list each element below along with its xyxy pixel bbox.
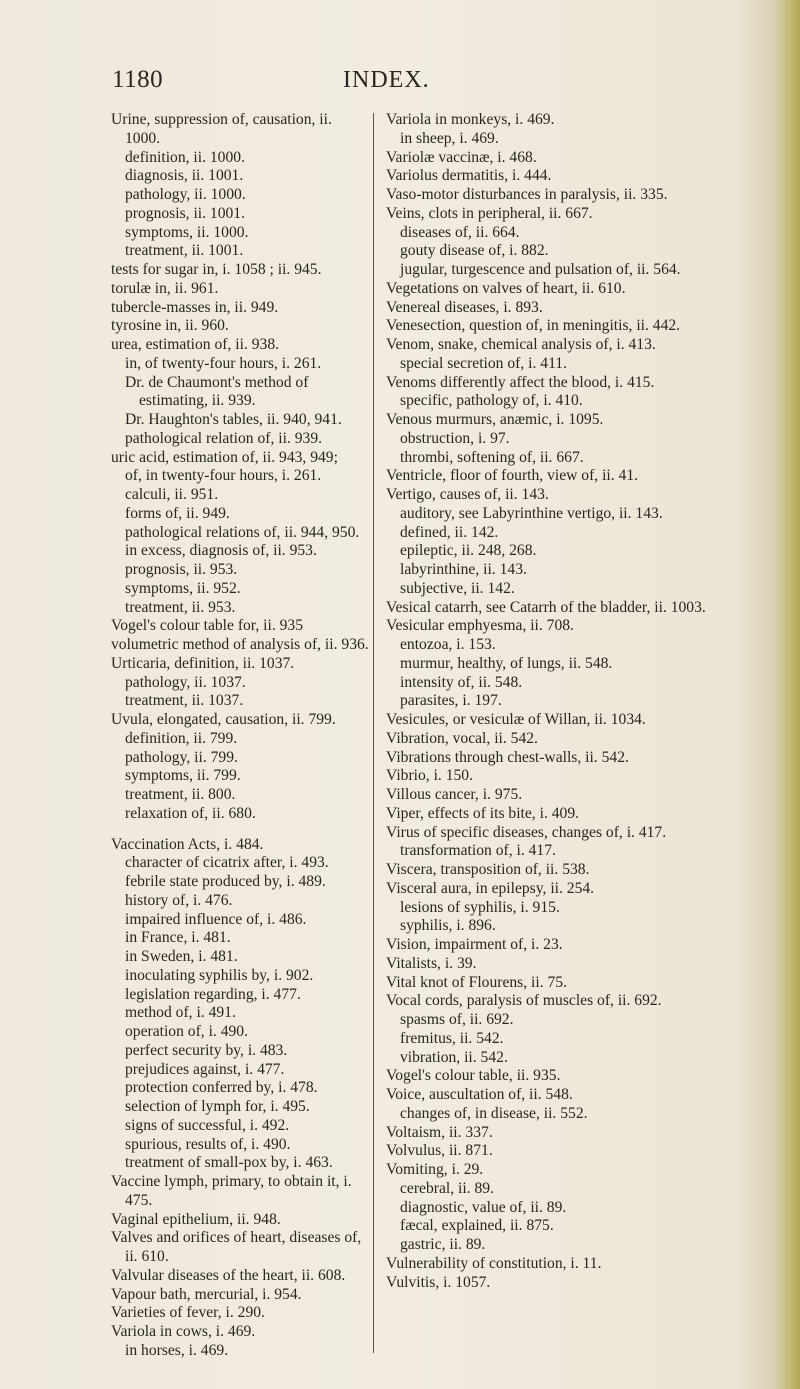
index-subentry: calculi, ii. 951. — [125, 486, 219, 503]
index-entry: Urine, suppression of, causation, ii. 1000. — [111, 111, 332, 147]
index-entry: volumetric method of analysis of, ii. 936. — [111, 636, 369, 653]
index-subentry: specific, pathology of, i. 410. — [400, 392, 583, 410]
index-entry: tests for sugar in, i. 1058 ; ii. 945. — [111, 261, 322, 278]
index-entry: Vaccination Acts, i. 484. — [111, 835, 264, 853]
index-entry: Vision, impairment of, i. 23. — [386, 936, 563, 953]
index-subentry: symptoms, ii. 1000. — [125, 223, 249, 241]
index-column-right — [386, 111, 760, 1292]
index-subentry: character of cicatrix after, i. 493. — [125, 854, 329, 872]
index-entry: Vogel's colour table, ii. 935. — [386, 1067, 561, 1085]
page-number: 1180 — [112, 66, 164, 93]
index-subentry: jugular, turgescence and pulsation of, ii. 564. — [400, 261, 681, 278]
index-entry: Vaso-motor disturbances in paralysis, ii. 335. — [386, 186, 668, 203]
index-subentry: symptoms, ii. 799. — [125, 767, 241, 785]
index-entry: Variola in monkeys, i. 469. — [386, 111, 555, 128]
index-subentry: defined, ii. 142. — [400, 523, 499, 541]
index-entry: Vibrations through chest-walls, ii. 542. — [386, 748, 629, 766]
index-entry: Urticaria, definition, ii. 1037. — [111, 654, 295, 672]
index-subentry: thrombi, softening of, ii. 667. — [400, 448, 584, 466]
index-entry: Valves and orifices of heart, diseases of, ii. 610. — [111, 1229, 362, 1265]
index-subentry: prognosis, ii. 953. — [125, 561, 238, 578]
index-subentry: diagnosis, ii. 1001. — [125, 167, 244, 185]
index-subentry: in France, i. 481. — [125, 929, 231, 947]
index-subentry: in horses, i. 469. — [125, 1341, 229, 1359]
index-entry: Vapour bath, mercurial, i. 954. — [111, 1285, 302, 1303]
index-subentry: transformation of, i. 417. — [400, 842, 556, 860]
index-subentry: inoculating syphilis by, i. 902. — [125, 966, 314, 984]
index-entry: Vesicular emphyesma, ii. 708. — [386, 617, 574, 635]
index-entry: tubercle-masses in, ii. 949. — [111, 298, 279, 316]
index-entry: Variola in cows, i. 469. — [111, 1323, 256, 1340]
index-subentry: signs of successful, i. 492. — [125, 1116, 290, 1134]
index-entry: Voice, auscultation of, ii. 548. — [386, 1086, 573, 1103]
index-entry: Vibration, vocal, ii. 542. — [386, 729, 538, 747]
index-subentry: subjective, ii. 142. — [400, 579, 515, 597]
index-entry: Venous murmurs, anæmic, i. 1095. — [386, 411, 604, 428]
index-subentry: definition, ii. 799. — [125, 729, 238, 747]
index-entry: Valvular diseases of the heart, ii. 608. — [111, 1266, 346, 1284]
index-subentry: vibration, ii. 542. — [400, 1048, 508, 1066]
index-subentry: auditory, see Labyrinthine vertigo, ii. 143. — [400, 504, 663, 522]
index-subentry: special secretion of, i. 411. — [400, 354, 568, 372]
index-entry: Venesection, question of, in meningitis, ii. 442. — [386, 317, 681, 335]
index-subentry: lesions of syphilis, i. 915. — [400, 898, 560, 916]
index-column-left — [111, 111, 369, 1361]
index-subentry: method of, i. 491. — [125, 1004, 236, 1022]
page-header — [0, 66, 800, 96]
index-entry: Veins, clots in peripheral, ii. 667. — [386, 204, 593, 222]
index-entry: Vegetations on valves of heart, ii. 610. — [386, 279, 626, 297]
index-subentry: in sheep, i. 469. — [400, 129, 499, 147]
index-subentry: murmur, healthy, of lungs, ii. 548. — [400, 654, 613, 672]
index-subentry: parasites, i. 197. — [400, 692, 502, 710]
index-entry: Ventricle, floor of fourth, view of, ii. 41. — [386, 467, 639, 485]
index-subentry: Dr. Haughton's tables, ii. 940, 941. — [125, 411, 342, 428]
index-entry: urea, estimation of, ii. 938. — [111, 336, 280, 353]
index-subentry: forms of, ii. 949. — [125, 504, 230, 522]
index-subentry: pathology, ii. 1037. — [125, 673, 246, 691]
index-subentry: syphilis, i. 896. — [400, 917, 496, 935]
index-entry: Uvula, elongated, causation, ii. 799. — [111, 711, 336, 728]
index-subentry: cerebral, ii. 89. — [400, 1179, 494, 1197]
index-subentry: spasms of, ii. 692. — [400, 1011, 514, 1028]
index-subentry: symptoms, ii. 952. — [125, 579, 241, 597]
index-subentry: history of, i. 476. — [125, 891, 233, 909]
index-entry: Viscera, transposition of, ii. 538. — [386, 861, 590, 878]
index-subentry: spurious, results of, i. 490. — [125, 1135, 291, 1153]
index-entry: Vocal cords, paralysis of muscles of, ii. 692. — [386, 992, 662, 1010]
index-subentry: prognosis, ii. 1001. — [125, 204, 245, 222]
index-entry: Vogel's colour table for, ii. 935 — [111, 617, 304, 635]
index-entry: Vibrio, i. 150. — [386, 767, 473, 785]
index-entry: tyrosine in, ii. 960. — [111, 317, 229, 335]
index-entry: Vomiting, i. 29. — [386, 1161, 484, 1178]
index-entry: Visceral aura, in epilepsy, ii. 254. — [386, 879, 595, 897]
index-entry: Variolus dermatitis, i. 444. — [386, 167, 552, 185]
index-subentry: labyrinthine, ii. 143. — [400, 561, 527, 578]
index-entry: Vulnerability of constitution, i. 11. — [386, 1254, 602, 1272]
index-subentry: treatment, ii. 953. — [125, 598, 236, 616]
index-entry: torulæ in, ii. 961. — [111, 279, 219, 297]
index-subentry: protection conferred by, i. 478. — [125, 1079, 318, 1097]
index-subentry: in excess, diagnosis of, ii. 953. — [125, 542, 317, 560]
index-entry: Villous cancer, i. 975. — [386, 786, 523, 803]
index-entry: uric acid, estimation of, ii. 943, 949; — [111, 448, 338, 466]
index-subentry: entozoa, i. 153. — [400, 636, 496, 653]
index-subentry: diagnostic, value of, ii. 89. — [400, 1198, 567, 1216]
index-entry: Vitalists, i. 39. — [386, 954, 477, 972]
index-entry: Varieties of fever, i. 290. — [111, 1304, 265, 1322]
index-entry: Viper, effects of its bite, i. 409. — [386, 804, 580, 822]
index-entry: Vulvitis, i. 1057. — [386, 1273, 491, 1291]
index-subentry: febrile state produced by, i. 489. — [125, 873, 326, 890]
index-subentry: relaxation of, ii. 680. — [125, 804, 256, 822]
index-subentry: perfect security by, i. 483. — [125, 1041, 288, 1059]
index-entry: Venom, snake, chemical analysis of, i. 413. — [386, 336, 656, 353]
index-subentry: intensity of, ii. 548. — [400, 673, 523, 691]
index-entry: Variolæ vaccinæ, i. 468. — [386, 148, 537, 166]
index-subentry: of, in twenty-four hours, i. 261. — [125, 467, 322, 485]
index-entry: Vesicules, or vesiculæ of Willan, ii. 1034. — [386, 711, 646, 728]
index-entry: Vital knot of Flourens, ii. 75. — [386, 973, 567, 991]
index-subentry: fæcal, explained, ii. 875. — [400, 1217, 554, 1235]
index-subentry: obstruction, i. 97. — [400, 429, 510, 447]
index-subentry: in, of twenty-four hours, i. 261. — [125, 354, 322, 372]
index-subentry: fremitus, ii. 542. — [400, 1029, 504, 1047]
index-entry: Vaginal epithelium, ii. 948. — [111, 1210, 281, 1228]
index-entry: Venereal diseases, i. 893. — [386, 298, 543, 316]
index-subentry: pathology, ii. 1000. — [125, 186, 246, 203]
index-subentry: gouty disease of, i. 882. — [400, 242, 549, 260]
index-entry: Vaccine lymph, primary, to obtain it, i. 475. — [111, 1173, 352, 1209]
index-subentry: pathological relation of, ii. 939. — [125, 429, 323, 447]
index-entry: Virus of specific diseases, changes of, i. 417. — [386, 823, 667, 841]
index-subentry: operation of, i. 490. — [125, 1023, 248, 1040]
index-subentry: gastric, ii. 89. — [400, 1236, 486, 1253]
index-entry: Vertigo, causes of, ii. 143. — [386, 486, 549, 503]
index-subentry: selection of lymph for, i. 495. — [125, 1098, 310, 1115]
index-subentry: treatment of small-pox by, i. 463. — [125, 1154, 333, 1172]
running-title: INDEX. — [343, 67, 430, 93]
index-subentry: prejudices against, i. 477. — [125, 1060, 285, 1078]
index-entry: Venoms differently affect the blood, i. 415. — [386, 373, 655, 391]
index-subentry: definition, ii. 1000. — [125, 148, 245, 166]
index-subentry: epileptic, ii. 248, 268. — [400, 542, 537, 560]
page-edge-stain — [774, 0, 800, 1389]
index-subentry: pathology, ii. 799. — [125, 748, 238, 766]
index-subentry: treatment, ii. 800. — [125, 786, 236, 803]
index-subentry: impaired influence of, i. 486. — [125, 910, 307, 928]
index-subentry: Dr. de Chaumont's method of estimating, ii. 939. — [125, 373, 309, 410]
index-subentry: treatment, ii. 1001. — [125, 242, 244, 260]
index-subentry: in Sweden, i. 481. — [125, 948, 238, 965]
index-entry: Voltaism, ii. 337. — [386, 1123, 493, 1141]
index-subentry: diseases of, ii. 664. — [400, 223, 520, 241]
index-entry: Vesical catarrh, see Catarrh of the bladder, ii. 1003. — [386, 598, 706, 616]
index-entry: Volvulus, ii. 871. — [386, 1142, 493, 1160]
index-subentry: legislation regarding, i. 477. — [125, 985, 301, 1003]
index-subentry: pathological relations of, ii. 944, 950. — [125, 523, 360, 541]
index-subentry: treatment, ii. 1037. — [125, 692, 244, 710]
index-subentry: changes of, in disease, ii. 552. — [400, 1104, 588, 1122]
column-divider — [373, 113, 374, 1353]
